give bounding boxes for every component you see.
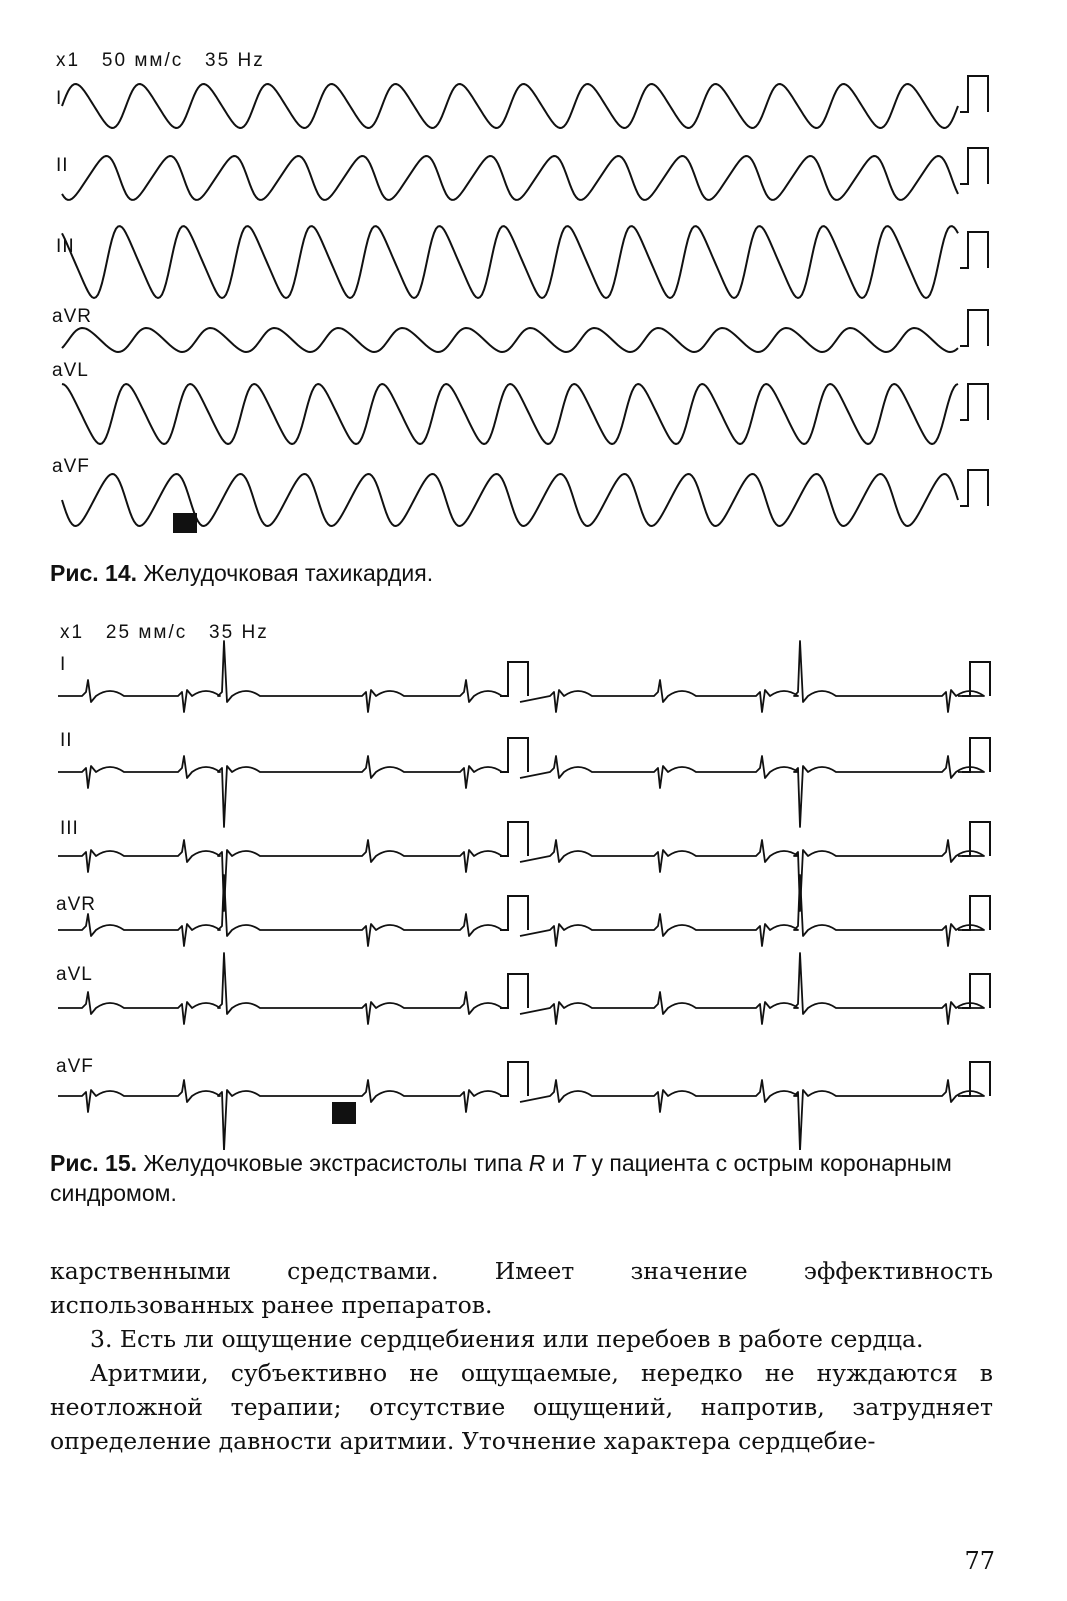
paragraph-2: 3. Есть ли ощущение сердцебиения или перебоев в работе сердца. bbox=[90, 1325, 924, 1353]
lead-label-I-fig15: I bbox=[60, 654, 67, 675]
calibration-pulse-aVF-fig14 bbox=[960, 470, 988, 506]
calibration-pulse-II-fig14 bbox=[960, 148, 988, 184]
figure-15-caption-t: T bbox=[571, 1150, 586, 1176]
ecg-trace-II-fig15 bbox=[58, 756, 984, 827]
figure-14 bbox=[0, 0, 1067, 600]
lead-label-III-fig14: III bbox=[56, 236, 75, 257]
calibration-pulse-mid-aVL-fig15 bbox=[500, 974, 528, 1008]
figure-15-caption-and: и bbox=[545, 1150, 572, 1176]
ecg-trace-III-fig15 bbox=[58, 840, 984, 911]
ecg-trace-aVL-fig14 bbox=[62, 384, 958, 444]
figure-15-caption-text-1: Желудочковые экстрасистолы типа bbox=[143, 1150, 529, 1176]
lead-label-I-fig14: I bbox=[56, 88, 63, 109]
ecg-tracing-fig14 bbox=[0, 0, 1067, 600]
lead-label-aVR-fig15: aVR bbox=[56, 894, 96, 915]
lead-label-III-fig15: III bbox=[60, 818, 79, 839]
ecg-settings-fig14: x1 50 мм/с 35 Hz bbox=[56, 50, 265, 71]
figure-14-caption-text: Желудочковая тахикардия. bbox=[143, 560, 434, 586]
paragraph-3: Аритмии, субъективно не ощущаемые, нередко не нуждаются в неотложной терапии; отсутствие ощущений, напротив, затрудняет определение давности аритмии. Уточнение характера сердцебие- bbox=[50, 1359, 993, 1455]
figure-15 bbox=[0, 600, 1067, 1150]
lead-label-aVF-fig14: aVF bbox=[52, 456, 90, 477]
event-marker-fig15 bbox=[332, 1102, 356, 1124]
ecg-settings-fig15: x1 25 мм/с 35 Hz bbox=[60, 622, 269, 643]
ecg-trace-aVR-fig15 bbox=[58, 875, 984, 946]
figure-14-caption bbox=[50, 558, 1000, 588]
calibration-pulse-mid-aVF-fig15 bbox=[500, 1062, 528, 1096]
figure-15-caption-r: R bbox=[528, 1150, 546, 1176]
ecg-trace-III-fig14 bbox=[62, 226, 958, 298]
figure-15-caption-label: Рис. 15. bbox=[50, 1150, 138, 1176]
body-text bbox=[50, 1254, 993, 1458]
ecg-trace-aVR-fig14 bbox=[62, 328, 958, 352]
event-marker-fig14 bbox=[173, 513, 197, 533]
page-number: 77 bbox=[964, 1547, 995, 1575]
figure-15-caption bbox=[50, 1148, 1000, 1208]
ecg-trace-II-fig14 bbox=[62, 156, 958, 200]
calibration-pulse-aVR-fig14 bbox=[960, 310, 988, 346]
figure-14-caption-label: Рис. 14. bbox=[50, 560, 138, 586]
calibration-pulse-aVL-fig14 bbox=[960, 384, 988, 420]
lead-label-II-fig14: II bbox=[56, 155, 69, 176]
calibration-pulse-mid-III-fig15 bbox=[500, 822, 528, 856]
calibration-pulse-mid-II-fig15 bbox=[500, 738, 528, 772]
paragraph-1: карственными средствами. Имеет значение эффективность использованных ранее препаратов. bbox=[50, 1257, 993, 1319]
lead-label-aVL-fig15: aVL bbox=[56, 964, 93, 985]
figure-15-caption-text-2: у пациента с острым коронарным синдромом. bbox=[50, 1150, 952, 1206]
ecg-trace-I-fig14 bbox=[62, 84, 958, 128]
ecg-tracing-fig15 bbox=[0, 600, 1067, 1150]
lead-label-aVF-fig15: aVF bbox=[56, 1056, 94, 1077]
lead-label-aVL-fig14: aVL bbox=[52, 360, 89, 381]
lead-label-aVR-fig14: aVR bbox=[52, 306, 92, 327]
calibration-pulse-mid-aVR-fig15 bbox=[500, 896, 528, 930]
calibration-pulse-I-fig14 bbox=[960, 76, 988, 112]
ecg-trace-aVF-fig15 bbox=[58, 1080, 984, 1150]
lead-label-II-fig15: II bbox=[60, 730, 73, 751]
calibration-pulse-mid-I-fig15 bbox=[500, 662, 528, 696]
calibration-pulse-III-fig14 bbox=[960, 232, 988, 268]
ecg-trace-I-fig15 bbox=[58, 641, 984, 712]
ecg-trace-aVL-fig15 bbox=[58, 953, 984, 1024]
